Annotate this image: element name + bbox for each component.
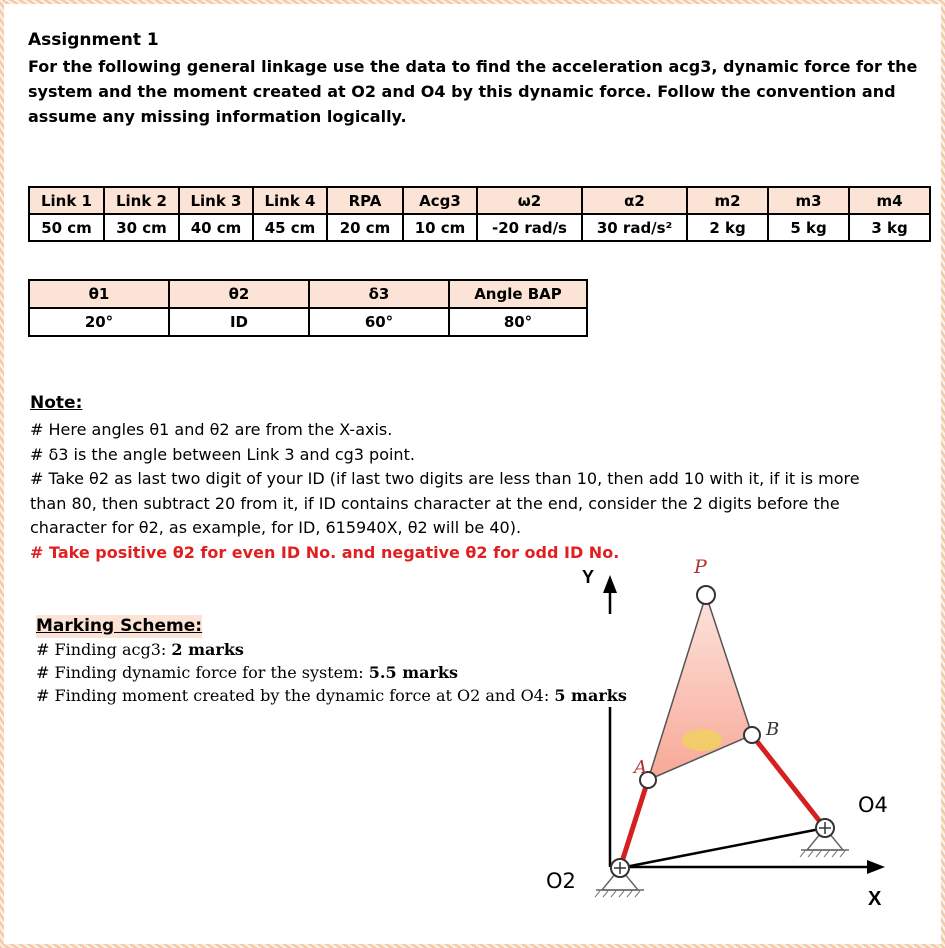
header-cell: Link 4 [253,187,327,214]
header-cell: Link 1 [29,187,104,214]
y-axis-arrow-icon [603,575,617,593]
coupler-link-3 [648,595,752,780]
header-cell: θ1 [29,280,169,308]
link-data-table [28,186,931,242]
note-line: # Take θ2 as last two digit of your ID (if last two digits are less than 10, then add 10 with it, if it is more than 80, then subtract 20 from it, if ID contains character at the end, consider the 2 digits before the character for θ2, as example, for ID, 615940X, θ2 will be 40). [30,469,860,537]
y-axis-label: Y [582,567,595,587]
label-b: B [766,719,780,740]
joint-b [744,727,760,743]
label-o2: O2 [546,869,576,893]
value-cell: 50 cm [29,214,104,241]
header-cell: δ3 [309,280,449,308]
note-line: # δ3 is the angle between Link 3 and cg3 point. [30,444,415,464]
x-axis-arrow-icon [867,860,885,874]
note-body [30,418,900,565]
value-cell: 10 cm [403,214,477,241]
header-cell: Angle BAP [449,280,587,308]
value-cell: 2 kg [687,214,768,241]
marking-item: # Finding moment created by the dynamic force at O2 and O4: 5 marks [36,686,627,705]
table-value-row [29,308,587,336]
assignment-title: Assignment 1 [28,30,159,50]
table-header-row [29,187,930,214]
value-cell: 3 kg [849,214,930,241]
note-heading: Note: [30,393,83,413]
label-p: P [694,556,707,578]
assignment-intro: For the following general linkage use the data to find the acceleration acg3, dynamic force for the system and the moment created at O2 and O4 by this dynamic force. Follow the convention and assume any missing information logically. [28,57,918,126]
value-cell: 40 cm [179,214,253,241]
ground-link [620,828,825,868]
label-a: A [634,757,647,778]
value-cell: 60° [309,308,449,336]
value-cell: 20° [29,308,169,336]
header-cell: Link 2 [104,187,179,214]
header-cell: RPA [327,187,403,214]
table-value-row [29,214,930,241]
note-line-highlight: # Take positive θ2 for even ID No. and negative θ2 for odd ID No. [30,542,620,562]
table-header-row [29,280,587,308]
value-cell: 45 cm [253,214,327,241]
crank-link-2 [620,780,648,868]
marking-item: # Finding acg3: 2 marks [36,640,244,659]
value-cell: 80° [449,308,587,336]
note-line: # Here angles θ1 and θ2 are from the X-axis. [30,420,393,439]
ground-pivot-o4-icon [800,819,849,857]
angle-data-table [28,279,588,337]
header-cell: m4 [849,187,930,214]
label-o4: O4 [858,793,888,817]
value-cell: 20 cm [327,214,403,241]
header-cell: Link 3 [179,187,253,214]
value-cell: ID [169,308,309,336]
marking-item: # Finding dynamic force for the system: 5.5 marks [36,663,459,682]
value-cell: 30 cm [104,214,179,241]
cg3-marker [682,729,722,751]
header-cell: m3 [768,187,849,214]
x-axis-label: X [868,888,882,910]
joint-p [697,586,715,604]
marking-scheme [36,614,627,707]
header-cell: α2 [582,187,687,214]
value-cell: 30 rad/s² [582,214,687,241]
header-cell: θ2 [169,280,309,308]
value-cell: 5 kg [768,214,849,241]
header-cell: Acg3 [403,187,477,214]
header-cell: m2 [687,187,768,214]
linkage-diagram [540,555,920,930]
value-cell: -20 rad/s [477,214,582,241]
marking-heading: Marking Scheme: [36,616,203,636]
header-cell: ω2 [477,187,582,214]
rocker-link-4 [752,735,825,828]
